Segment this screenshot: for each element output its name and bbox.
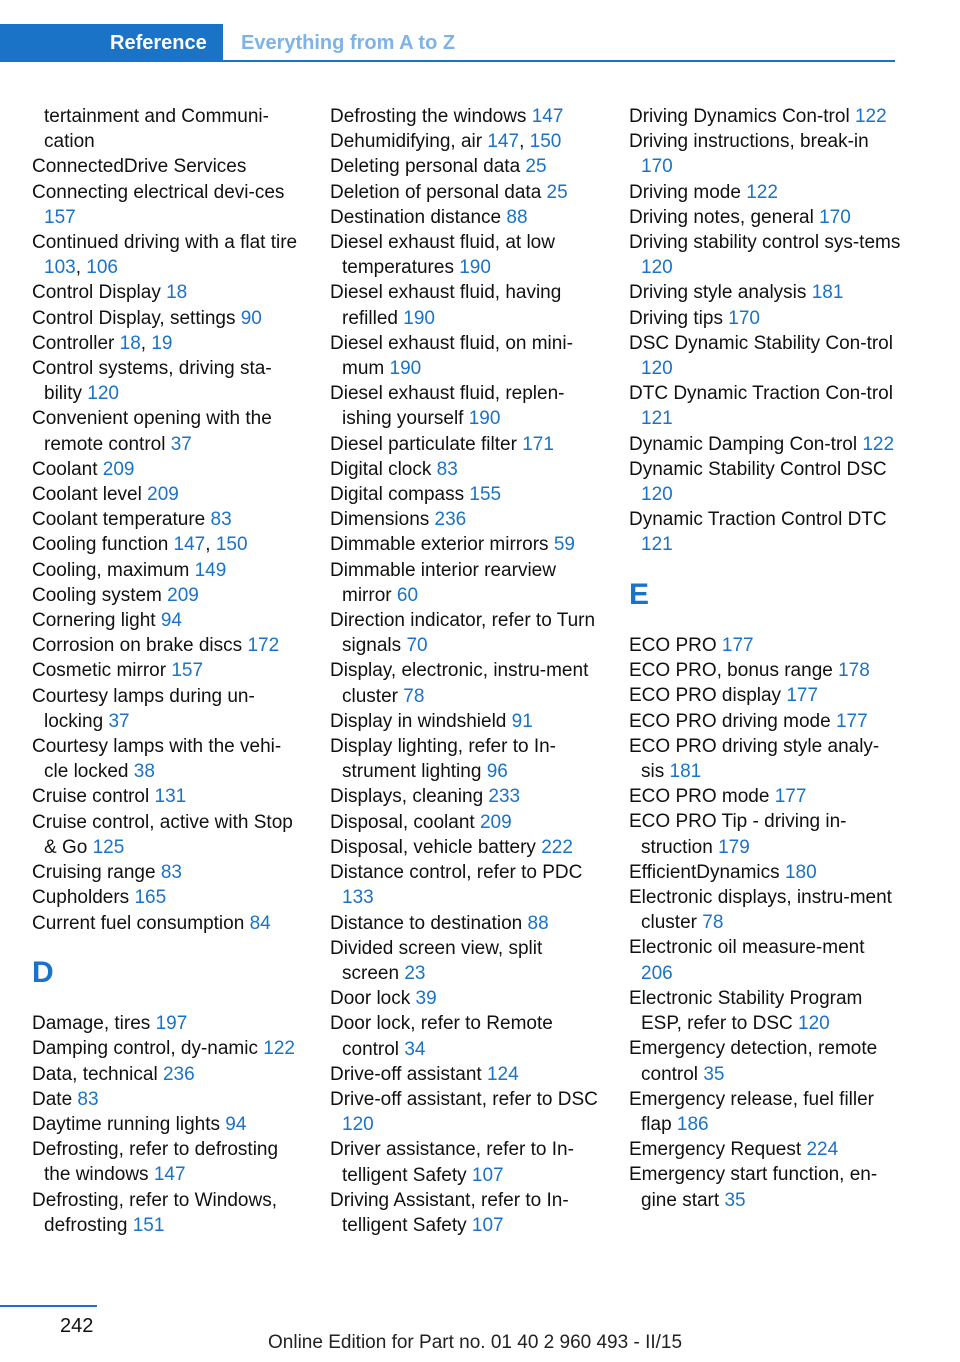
index-entry-text: Displays, cleaning — [330, 786, 484, 808]
index-entry — [330, 1011, 602, 1061]
page-link[interactable]: 120 — [87, 383, 119, 405]
page-link[interactable]: 224 — [806, 1139, 839, 1161]
index-entry — [32, 457, 300, 482]
index-entry — [330, 104, 602, 129]
page-link[interactable]: 186 — [676, 1113, 709, 1135]
index-entry — [629, 658, 901, 683]
index-entry-text: ECO PRO driving mode — [629, 710, 831, 732]
index-entry — [330, 432, 602, 457]
index-entry-text: Driving tips — [629, 307, 723, 329]
index-entry-text: Disposal, coolant — [330, 811, 475, 833]
index-entry: Controller 18, 19 — [32, 332, 173, 354]
index-column-2 — [330, 104, 602, 1238]
page-link[interactable]: 177 — [835, 710, 868, 732]
page-link[interactable]: 197 — [155, 1013, 188, 1035]
page-number-rule — [0, 1305, 97, 1307]
index-entry — [629, 306, 901, 331]
page-link[interactable]: 121 — [641, 534, 673, 556]
index-entry — [330, 1188, 602, 1238]
page-link[interactable]: 150 — [215, 534, 248, 556]
page-link[interactable]: 155 — [469, 484, 502, 506]
index-entry — [330, 835, 602, 860]
index-entry — [629, 784, 901, 809]
page-link[interactable]: 120 — [641, 484, 673, 506]
index-entry-text: Cooling, maximum — [32, 559, 190, 581]
index-entry — [32, 860, 300, 885]
index-entry-text: ECO PRO mode — [629, 786, 770, 808]
index-letter-heading: D — [32, 955, 54, 989]
index-entry — [330, 154, 602, 179]
page-link[interactable]: 147 — [531, 106, 564, 127]
index-entry-text: Dimensions — [330, 509, 430, 531]
page-link[interactable]: 147 — [153, 1164, 186, 1186]
index-entry-text: Damping control, dy-namic — [32, 1038, 258, 1060]
index-entry — [629, 381, 901, 431]
index-entry-text: DTC Dynamic Traction Con-trol — [629, 383, 893, 405]
index-entry-text: Dimmable exterior mirrors — [330, 534, 549, 556]
page-link[interactable]: 190 — [389, 358, 422, 380]
index-entry-text: Cruise control — [32, 786, 150, 808]
index-entry — [330, 205, 602, 230]
index-entry — [330, 1137, 602, 1187]
index-entry — [629, 1087, 901, 1137]
index-entry-text: Courtesy lamps with the vehi-cle locked — [32, 736, 282, 783]
page-link[interactable]: 39 — [415, 988, 437, 1010]
index-entry-text: Coolant — [32, 458, 98, 480]
page-link[interactable]: 236 — [434, 509, 467, 531]
index-entry — [32, 658, 300, 683]
index-entry-text: Diesel exhaust fluid, at low temperatures — [330, 232, 555, 279]
index-entry-text: Driving Dynamics Con-trol — [629, 106, 850, 127]
page-link[interactable]: 83 — [77, 1088, 99, 1110]
index-entry-text: Defrosting the windows — [330, 106, 527, 127]
index-entry-text: Damage, tires — [32, 1013, 151, 1035]
index-entry-text: Coolant temperature — [32, 509, 206, 531]
index-entry — [32, 482, 300, 507]
index-entry — [330, 1087, 602, 1137]
index-entry — [32, 1087, 300, 1112]
index-entry-text: Electronic oil measure-ment — [629, 937, 865, 959]
index-entry — [629, 809, 901, 859]
index-entry-text: tertainment and Communi-cation — [44, 106, 269, 153]
index-entry — [629, 935, 901, 985]
index-entry-text: Destination distance — [330, 206, 502, 228]
page-link[interactable]: 147 — [487, 131, 520, 153]
index-entry — [330, 709, 602, 734]
index-entry — [330, 784, 602, 809]
page-link[interactable]: 78 — [403, 685, 425, 707]
index-entry — [629, 280, 901, 305]
index-entry-text: Disposal, vehicle battery — [330, 836, 536, 858]
page-link[interactable]: 120 — [798, 1013, 830, 1035]
index-entry-text: Direction indicator, refer to Turn signals — [330, 610, 596, 657]
page-link[interactable]: 25 — [525, 156, 547, 178]
index-entry-text: Dehumidifying, air — [330, 131, 483, 153]
page-link[interactable]: 23 — [404, 962, 426, 984]
header-rule — [0, 60, 895, 62]
index-entry-text: ECO PRO Tip - driving in-struction — [629, 811, 847, 858]
page-link[interactable]: 170 — [641, 156, 673, 178]
index-entry — [32, 154, 300, 179]
page-link[interactable]: 103 — [44, 257, 76, 279]
page-link[interactable]: 236 — [162, 1063, 195, 1085]
page-link[interactable]: 25 — [546, 181, 568, 203]
index-entry-text: Data, technical — [32, 1063, 158, 1085]
index-entry-text: Control Display — [32, 282, 161, 304]
index-column-1 — [32, 104, 300, 1238]
page-link[interactable]: 149 — [194, 559, 227, 581]
index-entry: Continued driving with a flat tire 103, 106 — [32, 232, 298, 279]
page-link[interactable]: 151 — [132, 1214, 165, 1236]
index-entry: Dehumidifying, air 147, 150 — [330, 131, 562, 153]
index-entry — [32, 104, 300, 154]
index-entry — [32, 1188, 300, 1238]
page-link[interactable]: 177 — [786, 685, 819, 707]
index-entry-text: Dynamic Traction Control DTC — [629, 509, 887, 531]
page-link[interactable]: 107 — [471, 1164, 504, 1186]
index-entry-text: Digital clock — [330, 458, 432, 480]
page-link[interactable]: 147 — [173, 534, 206, 556]
index-entry — [330, 457, 602, 482]
index-entry-text: Cooling function — [32, 534, 169, 556]
index-entry — [32, 558, 300, 583]
index-entry — [629, 1137, 901, 1162]
index-entry-text: Drive-off assistant, refer to DSC — [330, 1088, 598, 1110]
index-entry — [32, 306, 300, 331]
page-link[interactable]: 172 — [247, 635, 280, 657]
index-entry-text: DSC Dynamic Stability Con-trol — [629, 332, 893, 354]
page-link[interactable]: 133 — [342, 887, 374, 909]
page-link[interactable]: 122 — [263, 1038, 295, 1060]
index-entry-text: Emergency Request — [629, 1139, 802, 1161]
index-entry-text: Display, electronic, instru-ment cluster — [330, 660, 589, 707]
index-entry — [32, 507, 300, 532]
index-entry — [32, 356, 300, 406]
index-entry-text: Corrosion on brake discs — [32, 635, 243, 657]
index-entry — [32, 583, 300, 608]
index-entry-text: Deleting personal data — [330, 156, 521, 178]
page-link[interactable]: 120 — [641, 257, 673, 279]
index-entry — [32, 1112, 300, 1137]
index-entry — [629, 104, 901, 129]
index-entry — [629, 1036, 901, 1086]
index-entry-text: Divided screen view, split screen — [330, 937, 543, 984]
index-entry-text: Drive-off assistant — [330, 1063, 482, 1085]
page-link[interactable]: 90 — [240, 307, 262, 329]
page-link[interactable]: 122 — [862, 433, 895, 455]
page-link[interactable]: 83 — [210, 509, 232, 531]
page-link[interactable]: 179 — [718, 836, 750, 858]
index-entry-text: Cornering light — [32, 610, 156, 632]
index-entry-text: Driving style analysis — [629, 282, 807, 304]
index-entry: Cooling function 147, 150 — [32, 534, 248, 556]
index-entry-text: ECO PRO, bonus range — [629, 660, 833, 682]
index-entry — [32, 1011, 300, 1036]
page-link[interactable]: 60 — [396, 584, 419, 606]
index-letter-heading: E — [629, 577, 650, 611]
section-title: Everything from A to Z — [241, 32, 456, 54]
section-tab-label: Reference — [110, 32, 207, 54]
index-entry-text: Courtesy lamps during un-locking — [32, 685, 255, 732]
page-link[interactable]: 38 — [133, 761, 155, 783]
index-entry-text: Dimmable interior rearview mirror — [330, 559, 556, 606]
index-entry-text: Electronic displays, instru-ment cluster — [629, 887, 892, 934]
page-link[interactable]: 94 — [160, 610, 182, 632]
page-link[interactable]: 96 — [486, 761, 508, 783]
index-entry-text: Cupholders — [32, 887, 130, 909]
index-entry-text: Controller — [32, 332, 115, 354]
page-link[interactable]: 131 — [154, 786, 187, 808]
page-link[interactable]: 181 — [669, 761, 702, 783]
index-entry-text: Convenient opening with the remote control — [32, 408, 272, 455]
index-entry — [32, 885, 300, 910]
page-link[interactable]: 180 — [784, 861, 817, 883]
index-entry — [629, 129, 901, 179]
index-entry — [32, 1036, 300, 1061]
index-entry — [629, 205, 901, 230]
index-entry-text: Emergency release, fuel filler flap — [629, 1088, 874, 1135]
index-entry — [330, 230, 602, 280]
index-entry — [32, 1062, 300, 1087]
index-entry-text: Driving stability control sys-tems — [629, 232, 901, 254]
index-entry — [32, 784, 300, 809]
page-link[interactable]: 106 — [86, 257, 118, 279]
index-entry — [330, 860, 602, 910]
page-link[interactable]: 18 — [119, 332, 141, 354]
index-entry — [330, 734, 602, 784]
index-entry — [330, 558, 602, 608]
index-entry — [629, 860, 901, 885]
page-number: 242 — [60, 1315, 94, 1337]
index-entry-text: Display in windshield — [330, 710, 507, 732]
index-entry — [629, 683, 901, 708]
index-entry — [330, 381, 602, 431]
page-link[interactable]: 190 — [459, 257, 491, 279]
index-entry — [330, 331, 602, 381]
index-entry — [32, 180, 300, 230]
page-link[interactable]: 125 — [92, 836, 125, 858]
page-link[interactable]: 120 — [342, 1114, 374, 1136]
page-link[interactable]: 209 — [167, 584, 199, 606]
index-entry-text: Driving Assistant, refer to In-telligent Safety — [330, 1189, 569, 1236]
page-link[interactable]: 177 — [721, 635, 754, 657]
index-entry-text: Continued driving with a flat tire — [32, 232, 298, 254]
page-link[interactable]: 190 — [403, 307, 435, 329]
page-link[interactable]: 59 — [553, 534, 575, 556]
page-link[interactable]: 190 — [468, 408, 501, 430]
index-entry — [629, 709, 901, 734]
page-link[interactable]: 84 — [249, 912, 271, 934]
index-entry — [32, 1137, 300, 1187]
index-entry-text: Diesel particulate filter — [330, 433, 517, 455]
page-link[interactable]: 209 — [102, 458, 135, 480]
index-entry-text: Door lock — [330, 988, 411, 1010]
page-link[interactable]: 78 — [702, 912, 724, 934]
index-entry-text: Control systems, driving sta-bility — [32, 358, 272, 405]
page-link[interactable]: 107 — [471, 1214, 504, 1236]
page-link[interactable]: 177 — [774, 786, 807, 808]
index-entry-text: Defrosting, refer to defrosting the windows — [32, 1139, 279, 1186]
page-link[interactable]: 150 — [529, 131, 562, 153]
page-link[interactable]: 157 — [44, 206, 76, 228]
index-entry — [629, 230, 901, 280]
index-entry-text: Defrosting, refer to Windows, defrosting — [32, 1189, 277, 1236]
index-entry-text: Cruise control, active with Stop & Go — [32, 811, 293, 858]
page-link[interactable]: 37 — [170, 433, 192, 455]
index-entry-text: ECO PRO display — [629, 685, 782, 707]
index-entry-text: Digital compass — [330, 484, 465, 506]
index-entry-text: Control Display, settings — [32, 307, 236, 329]
page-link[interactable]: 222 — [541, 836, 573, 858]
index-entry-text: ECO PRO — [629, 635, 717, 657]
index-entry — [330, 180, 602, 205]
index-entry-text: Distance control, refer to PDC — [330, 862, 583, 884]
page-link[interactable]: 206 — [641, 962, 673, 984]
edition-footer: Online Edition for Part no. 01 40 2 960 493 - II/15 — [268, 1332, 683, 1353]
page-link[interactable]: 170 — [728, 307, 760, 329]
page-link[interactable]: 170 — [819, 206, 851, 228]
page-link[interactable]: 19 — [151, 332, 173, 354]
index-entry — [330, 608, 602, 658]
section-tab-reference[interactable] — [0, 24, 223, 62]
index-entry — [330, 1062, 602, 1087]
index-entry — [32, 810, 300, 860]
index-entry — [629, 633, 901, 658]
index-entry — [330, 911, 602, 936]
index-entry — [629, 457, 901, 507]
page-link[interactable]: 18 — [166, 282, 188, 304]
page-link[interactable]: 181 — [811, 282, 844, 304]
page-link[interactable]: 178 — [838, 660, 870, 682]
index-entry-text: Emergency start function, en-gine start — [629, 1164, 878, 1211]
index-entry — [32, 633, 300, 658]
page-link[interactable]: 165 — [134, 887, 167, 909]
index-entry — [32, 280, 300, 305]
index-entry-text: Dynamic Damping Con-trol — [629, 433, 858, 455]
index-entry-text: Display lighting, refer to In-strument lighting — [330, 736, 556, 783]
index-entry-text: Current fuel consumption — [32, 912, 245, 934]
index-entry-text: Daytime running lights — [32, 1113, 220, 1135]
index-entry-text: Diesel exhaust fluid, replen-ishing yourself — [330, 383, 565, 430]
index-entry — [330, 482, 602, 507]
index-entry — [32, 608, 300, 633]
page-link[interactable]: 88 — [506, 206, 528, 228]
page-link[interactable]: 70 — [406, 635, 428, 657]
page-link[interactable]: 124 — [486, 1063, 519, 1085]
index-entry — [330, 658, 602, 708]
index-entry-text: Coolant level — [32, 484, 142, 506]
index-entry-text: Door lock, refer to Remote control — [330, 1013, 553, 1060]
page-link[interactable]: 157 — [171, 660, 204, 682]
index-entry — [629, 331, 901, 381]
index-entry-text: Cooling system — [32, 584, 162, 606]
index-entry-text: Driving notes, general — [629, 206, 814, 228]
index-entry-text: Cosmetic mirror — [32, 660, 167, 682]
index-entry-text: Date — [32, 1088, 73, 1110]
index-entry-text: Connecting electrical devi-ces — [32, 181, 285, 203]
index-entry — [32, 406, 300, 456]
index-entry-text: EfficientDynamics — [629, 861, 780, 883]
index-entry — [330, 936, 602, 986]
index-entry-text: Distance to destination — [330, 912, 523, 934]
page-link[interactable]: 37 — [108, 710, 130, 732]
index-entry — [629, 507, 901, 557]
page-link[interactable]: 35 — [724, 1189, 746, 1211]
index-entry — [629, 180, 901, 205]
index-entry-text: Driver assistance, refer to In-telligent Safety — [330, 1139, 574, 1186]
page-link[interactable]: 83 — [160, 862, 182, 884]
index-entry — [330, 280, 602, 330]
page-link[interactable]: 122 — [746, 181, 778, 203]
page-link[interactable]: 35 — [703, 1063, 725, 1085]
page-link[interactable]: 122 — [854, 106, 887, 127]
index-entry — [330, 532, 602, 557]
index-entry — [32, 734, 300, 784]
index-entry-text: Diesel exhaust fluid, having refilled — [330, 282, 562, 329]
page-link[interactable]: 88 — [527, 912, 549, 934]
page-link[interactable]: 171 — [522, 433, 554, 455]
index-entry — [629, 734, 901, 784]
index-entry-text: Emergency detection, remote control — [629, 1038, 878, 1085]
index-entry — [629, 986, 901, 1036]
index-entry-text: Diesel exhaust fluid, on mini-mum — [330, 332, 573, 380]
index-entry — [330, 810, 602, 835]
index-entry-text: Cruising range — [32, 862, 156, 884]
index-entry-text: Dynamic Stability Control DSC — [629, 458, 887, 480]
page-link[interactable]: 120 — [641, 358, 673, 380]
index-column-3 — [629, 104, 901, 1213]
index-entry-text: Electronic Stability Program ESP, refer to DSC — [629, 987, 863, 1035]
page-link[interactable]: 233 — [488, 786, 521, 808]
page-link[interactable]: 94 — [225, 1113, 247, 1135]
index-entry-text: ConnectedDrive Services — [32, 156, 247, 178]
index-entry-text: Driving mode — [629, 181, 741, 203]
page-link[interactable]: 209 — [479, 811, 512, 833]
index-entry — [629, 1162, 901, 1212]
page-link[interactable]: 83 — [436, 458, 458, 480]
index-entry — [629, 432, 901, 457]
page-link[interactable]: 34 — [404, 1038, 426, 1060]
page-link[interactable]: 121 — [641, 408, 673, 430]
index-entry — [330, 507, 602, 532]
index-entry — [330, 986, 602, 1011]
page-link[interactable]: 91 — [511, 710, 533, 732]
index-entry-text: Deletion of personal data — [330, 181, 542, 203]
index-entry — [629, 885, 901, 935]
index-entry-text: Driving instructions, break-in — [629, 131, 869, 153]
index-entry — [32, 684, 300, 734]
index-entry-text: ECO PRO driving style analy-sis — [629, 735, 880, 783]
page-link[interactable]: 209 — [147, 484, 179, 506]
index-entry — [32, 911, 300, 936]
